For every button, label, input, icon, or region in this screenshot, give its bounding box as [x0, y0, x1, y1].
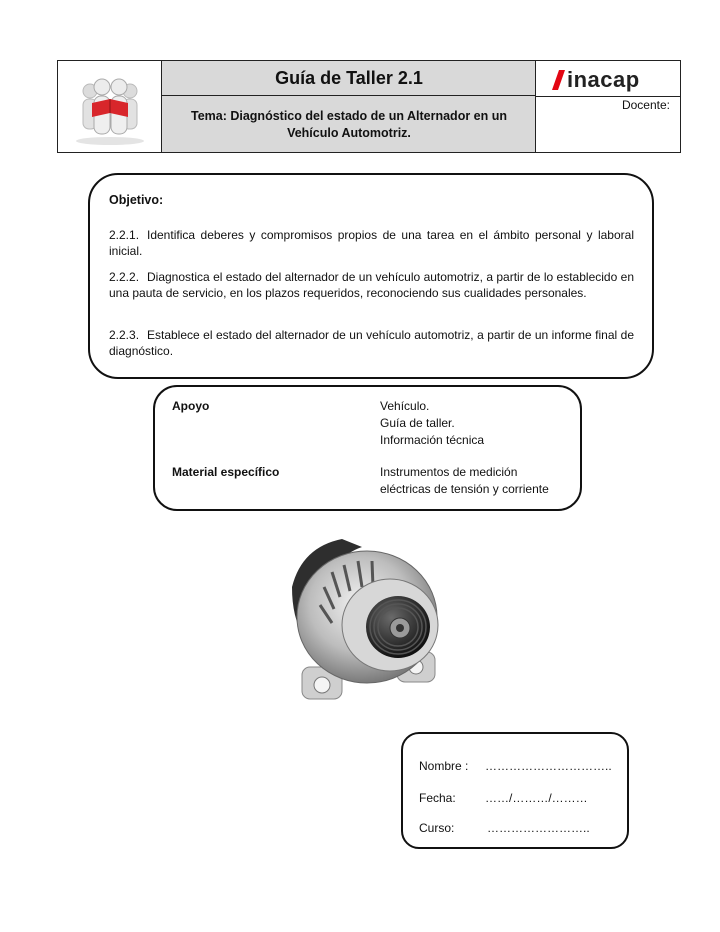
inacap-logo-mark-icon — [550, 69, 566, 91]
topic — [162, 97, 536, 152]
objective-item — [109, 327, 634, 359]
material-values — [380, 464, 549, 498]
support-box — [153, 385, 582, 511]
apoyo-value: Información técnica — [380, 433, 485, 447]
header-right — [536, 61, 680, 152]
material-value: eléctricas de tensión y corriente — [380, 482, 549, 496]
apoyo-value: Guía de taller. — [380, 416, 455, 430]
objective-box — [88, 173, 654, 379]
course-label: Curso: — [419, 821, 455, 835]
student-info-box — [401, 732, 629, 849]
inacap-logo — [550, 67, 668, 93]
material-label: Material específico — [172, 465, 280, 479]
objective-item-number: 2.2.3. — [109, 328, 140, 342]
apoyo-label: Apoyo — [172, 399, 210, 413]
header-center — [162, 61, 536, 152]
date-label: Fecha: — [419, 791, 456, 805]
objective-item-text: Diagnostica el estado del alternador de un vehículo automotriz, a partir de lo establecido en una pauta de servicio, en los plazos requeridos, reconociendo sus cualidades personales. — [109, 270, 634, 300]
header-table — [57, 60, 681, 153]
apoyo-value: Vehículo. — [380, 399, 430, 413]
objective-item — [109, 227, 634, 259]
topic-line-1: Tema: Diagnóstico del estado de un Alternador en un — [190, 108, 507, 123]
objective-title: Objetivo: — [109, 193, 164, 207]
course-field[interactable]: …………………….. — [487, 821, 590, 835]
header-illustration-cell — [58, 61, 162, 152]
objective-item-text: Establece el estado del alternador de un vehículo automotriz, a partir de un informe final de diagnóstico. — [109, 328, 634, 358]
objective-item-number: 2.2.2. — [109, 270, 140, 284]
header-divider — [536, 96, 680, 97]
name-label: Nombre : — [419, 759, 469, 773]
name-field[interactable]: ………………………….. — [485, 759, 612, 773]
team-figures-icon — [58, 61, 162, 152]
apoyo-values — [380, 398, 484, 449]
topic-line-2: Vehículo Automotriz. — [287, 125, 411, 140]
objective-item-number: 2.2.1. — [109, 228, 140, 242]
alternator-image — [272, 527, 462, 717]
brand-wordmark: inacap — [567, 67, 640, 92]
teacher-label: Docente: — [621, 98, 670, 112]
objective-item — [109, 269, 634, 301]
page-title: Guía de Taller 2.1 — [162, 61, 536, 96]
material-value: Instrumentos de medición — [380, 465, 518, 479]
alternator-icon — [272, 527, 462, 717]
objective-item-text: Identifica deberes y compromisos propios de una tarea en el ámbito personal y laboral inicial. — [109, 228, 634, 258]
date-field[interactable]: ……/………/……… — [485, 791, 588, 805]
